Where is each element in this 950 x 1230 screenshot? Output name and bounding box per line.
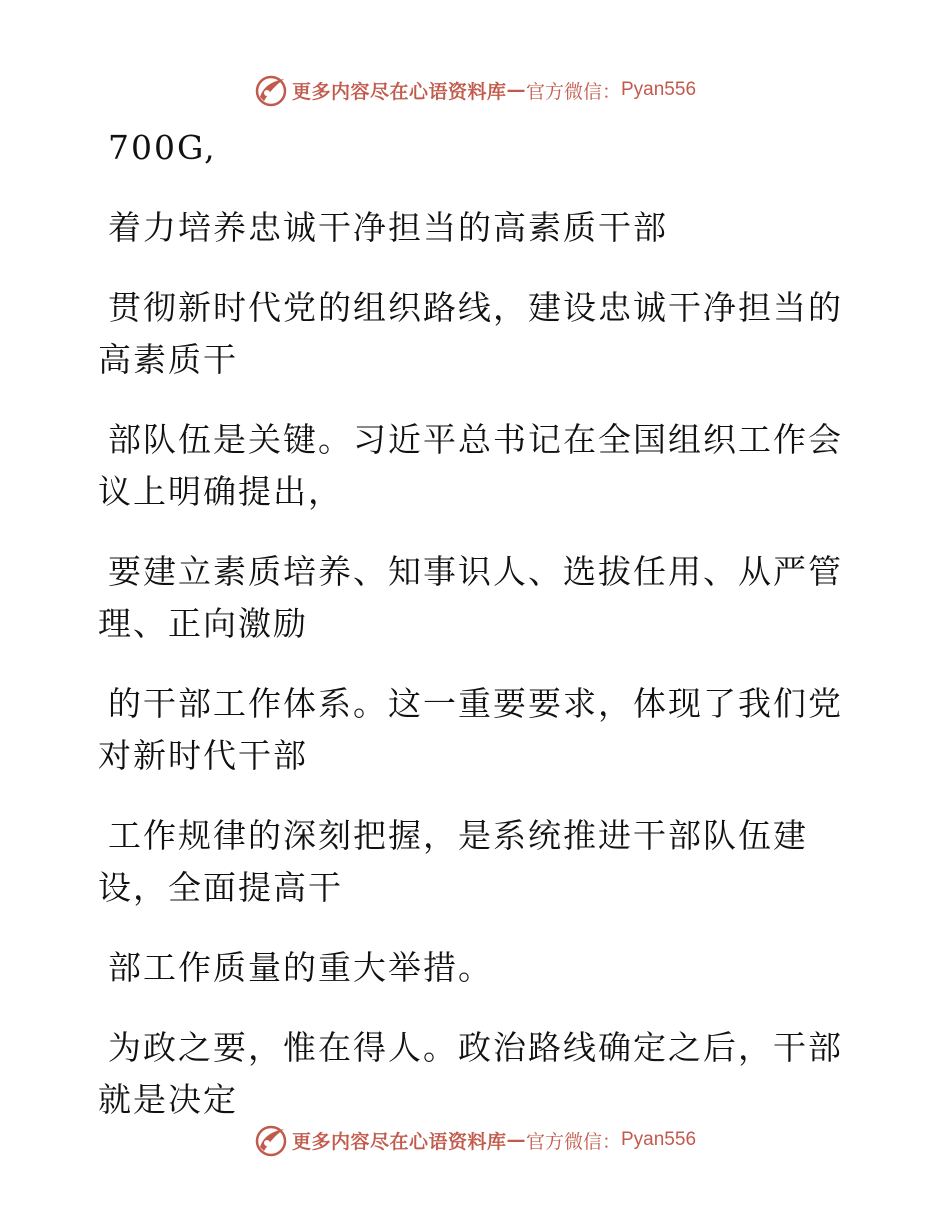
watermark-dash: — — [506, 79, 526, 101]
watermark-dash: — — [506, 1129, 526, 1151]
paragraph-line: 部队伍是关键。习近平总书记在全国组织工作会 — [108, 420, 843, 459]
paragraph-line: 就是决定 — [98, 1080, 238, 1119]
document-body — [98, 122, 843, 1126]
paragraph-line: 议上明确提出， — [98, 472, 343, 511]
paragraph-line: 为政之要，惟在得人。政治路线确定之后，干部 — [108, 1028, 843, 1067]
paragraph-line: 对新时代干部 — [98, 736, 308, 775]
paragraph-line: 设，全面提高干 — [98, 868, 343, 907]
paragraph-1 — [98, 122, 838, 174]
paragraph-3 — [98, 282, 843, 386]
paragraph-line: 部工作质量的重大举措。 — [108, 948, 493, 987]
paragraph-5 — [98, 546, 843, 650]
paragraph-line: 工作规律的深刻把握，是系统推进干部队伍建 — [108, 816, 808, 855]
brand-logo-icon — [254, 73, 288, 107]
paragraph-line: 理、正向激励 — [98, 604, 308, 643]
paragraph-line: 要建立素质培养、知事识人、选拔任用、从严管 — [108, 552, 843, 591]
paragraph-9 — [98, 1022, 843, 1126]
watermark-wechat-id: Pyan556 — [621, 79, 697, 100]
paragraph-line: 的干部工作体系。这一重要要求，体现了我们党 — [108, 684, 843, 723]
paragraph-4 — [98, 414, 843, 518]
watermark-text: 更多内容尽在心语资料库 — [291, 1130, 507, 1153]
paragraph-line: 着力培养忠诚干净担当的高素质干部 — [108, 208, 668, 247]
brand-logo-icon — [254, 1123, 288, 1157]
watermark-footer — [0, 1120, 950, 1160]
paragraph-line: 贯彻新时代党的组织路线，建设忠诚干净担当的 — [108, 288, 843, 327]
watermark-wechat-label: 官方微信： — [525, 1130, 621, 1153]
paragraph-7 — [98, 810, 838, 914]
watermark-header — [0, 70, 950, 110]
watermark-text: 更多内容尽在心语资料库 — [291, 80, 507, 103]
paragraph-2 — [98, 202, 838, 254]
paragraph-line: 700G, — [108, 128, 217, 167]
paragraph-8 — [98, 942, 838, 994]
watermark-wechat-id: Pyan556 — [621, 1129, 697, 1150]
paragraph-6 — [98, 678, 843, 782]
paragraph-line: 高素质干 — [98, 340, 238, 379]
watermark-wechat-label: 官方微信： — [525, 80, 621, 103]
